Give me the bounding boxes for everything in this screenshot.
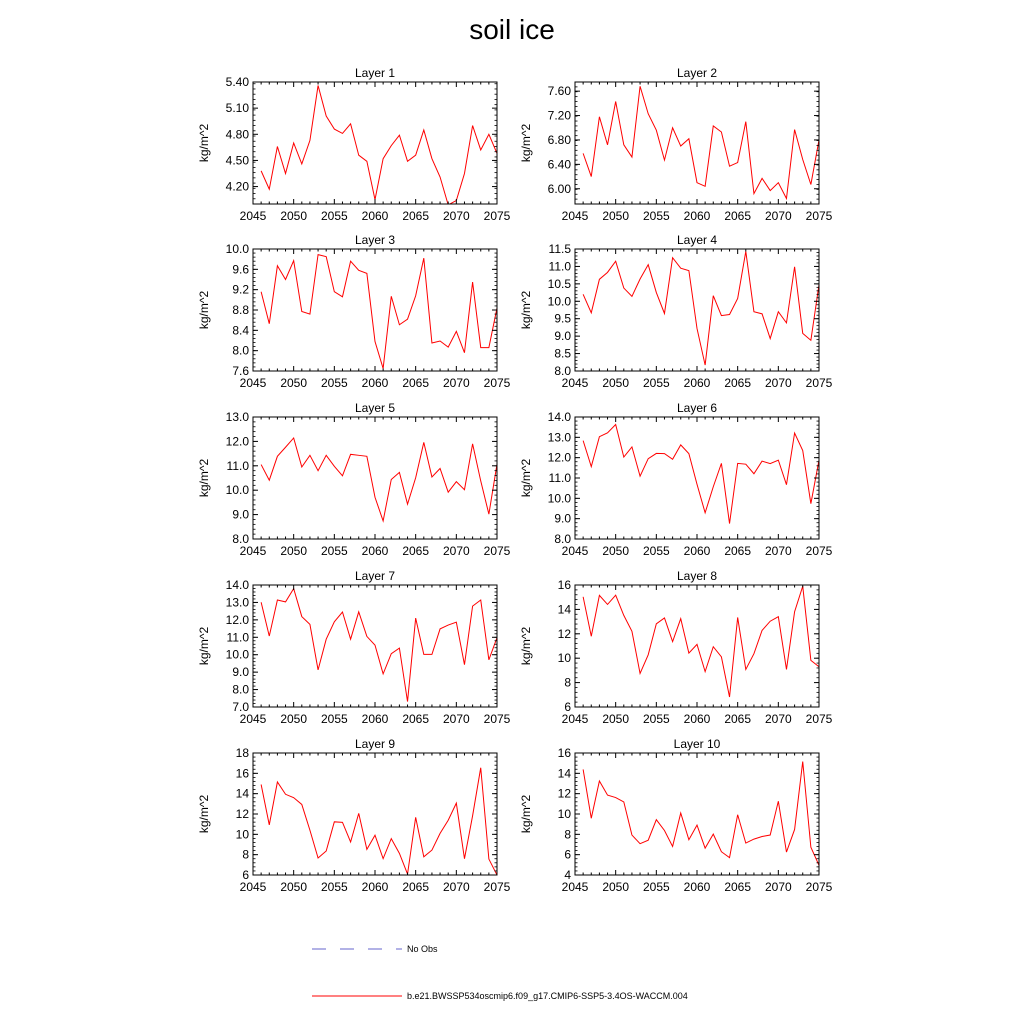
y-tick-label: 14 [557,766,571,781]
y-tick-label: 10.0 [547,294,571,309]
panel-layer-4 [519,233,833,390]
x-tick-label: 2075 [483,880,511,894]
y-tick-label: 11.0 [226,458,249,473]
x-tick-label: 2055 [320,880,348,894]
panel-title: Layer 6 [676,401,718,415]
x-tick-label: 2070 [764,712,792,726]
y-tick-label: 9.0 [232,507,249,522]
panel-layer-6 [519,401,833,558]
x-tick-label: 2050 [280,712,308,726]
series-line [261,589,497,702]
series-line [583,251,819,365]
x-tick-label: 2065 [402,209,430,223]
panel-layer-9 [197,737,511,894]
y-tick-label: 6.80 [547,132,571,147]
y-tick-label: 11.5 [548,242,571,256]
x-tick-label: 2050 [280,544,308,558]
y-tick-label: 14 [557,602,571,617]
y-tick-label: 5.10 [225,101,249,116]
series-line [261,768,497,875]
y-tick-label: 12 [557,626,571,641]
y-tick-label: 16 [235,766,249,781]
x-tick-label: 2065 [724,209,752,223]
y-tick-label: 10 [557,651,571,666]
y-tick-label: 12.0 [225,434,249,449]
x-tick-label: 2060 [361,209,389,223]
y-axis-label: kg/m^2 [519,123,533,163]
plot-frame [575,417,819,539]
x-tick-label: 2075 [483,209,511,223]
x-tick-label: 2075 [805,880,833,894]
panel-layer-8 [519,569,833,726]
y-tick-label: 14 [235,786,249,801]
y-tick-label: 6.40 [547,157,571,172]
x-tick-label: 2070 [764,209,792,223]
x-tick-label: 2065 [402,880,430,894]
y-tick-label: 11.0 [548,259,571,274]
x-tick-label: 2045 [561,712,589,726]
x-tick-label: 2075 [805,209,833,223]
series-line [583,586,819,697]
y-tick-label: 10 [557,807,571,821]
x-tick-label: 2045 [239,544,267,558]
y-tick-label: 8 [242,847,249,862]
y-tick-label: 9.0 [554,329,571,344]
y-tick-label: 7.20 [547,108,571,123]
x-tick-label: 2060 [361,880,389,894]
x-tick-label: 2055 [642,209,670,223]
x-tick-label: 2075 [483,544,511,558]
y-axis-label: kg/m^2 [519,626,533,666]
y-tick-label: 9.5 [554,311,571,326]
plot-frame [253,753,497,875]
x-tick-label: 2045 [561,376,589,390]
y-tick-label: 4 [564,868,571,882]
y-tick-label: 13.0 [547,430,571,445]
x-tick-label: 2065 [402,376,430,390]
series-line [261,255,497,369]
y-tick-label: 8.0 [554,532,571,546]
x-tick-label: 2060 [361,544,389,558]
x-tick-label: 2065 [402,544,430,558]
y-tick-label: 8.0 [554,364,571,378]
y-axis-label: kg/m^2 [197,290,211,330]
x-tick-label: 2070 [764,544,792,558]
y-axis-label: kg/m^2 [197,626,211,666]
y-tick-label: 7.60 [547,84,571,99]
x-tick-label: 2055 [320,544,348,558]
x-tick-label: 2045 [561,880,589,894]
y-axis-label: kg/m^2 [197,458,211,498]
y-axis-label: kg/m^2 [197,123,211,163]
x-tick-label: 2065 [724,712,752,726]
y-tick-label: 8.0 [232,682,249,697]
legend-obs-label: No Obs [407,944,438,954]
x-tick-label: 2045 [239,209,267,223]
series-line [583,425,819,524]
x-tick-label: 2060 [361,712,389,726]
panel-layer-5 [197,401,511,558]
plot-frame [253,417,497,539]
y-tick-label: 12.0 [547,450,571,465]
y-tick-label: 5.40 [225,75,249,89]
y-tick-label: 6 [564,847,571,862]
y-tick-label: 12.0 [225,612,249,627]
x-tick-label: 2060 [683,376,711,390]
legend-model-label: b.e21.BWSSP534oscmip6.f09_g17.CMIP6-SSP5-3.4OS-WACCM.004 [407,991,688,1001]
x-tick-label: 2070 [442,712,470,726]
y-tick-label: 18 [235,746,249,760]
panel-title: Layer 2 [676,66,718,80]
panel-title: Layer 10 [673,737,721,751]
x-tick-label: 2065 [724,376,752,390]
x-tick-label: 2065 [724,544,752,558]
x-tick-label: 2065 [402,712,430,726]
y-tick-label: 9.0 [232,665,249,680]
y-tick-label: 8.4 [232,323,249,338]
y-axis-label: kg/m^2 [197,794,211,834]
y-axis-label: kg/m^2 [519,458,533,498]
x-tick-label: 2045 [239,376,267,390]
x-tick-label: 2070 [442,376,470,390]
y-tick-label: 10 [235,827,249,842]
panel-title: Layer 3 [354,233,396,247]
x-tick-label: 2050 [280,880,308,894]
x-tick-label: 2050 [602,880,630,894]
y-axis-label: kg/m^2 [519,290,533,330]
y-tick-label: 8.0 [232,532,249,546]
x-tick-label: 2055 [320,209,348,223]
y-tick-label: 6 [242,868,249,882]
chart-panels [197,66,833,894]
y-tick-label: 9.6 [232,262,249,277]
y-tick-label: 8 [564,675,571,690]
legend [312,944,688,1001]
y-tick-label: 10.0 [547,491,571,506]
y-tick-label: 10.5 [547,276,571,291]
y-tick-label: 11.0 [226,630,249,645]
x-tick-label: 2060 [683,880,711,894]
y-tick-label: 12 [557,786,571,801]
y-tick-label: 13.0 [225,410,249,424]
panel-title: Layer 4 [676,233,718,247]
y-tick-label: 10.0 [225,483,249,498]
x-tick-label: 2050 [602,544,630,558]
x-tick-label: 2070 [442,544,470,558]
panel-title: Layer 1 [354,66,396,80]
y-tick-label: 14.0 [225,578,249,592]
x-tick-label: 2060 [683,712,711,726]
panel-layer-1 [197,66,511,223]
x-tick-label: 2055 [642,880,670,894]
y-tick-label: 7.6 [232,364,249,378]
x-tick-label: 2055 [642,376,670,390]
x-tick-label: 2065 [724,880,752,894]
x-tick-label: 2050 [280,209,308,223]
x-tick-label: 2045 [239,880,267,894]
y-tick-label: 8.0 [232,343,249,358]
x-tick-label: 2070 [442,209,470,223]
x-tick-label: 2075 [805,376,833,390]
y-tick-label: 12 [235,807,249,821]
x-tick-label: 2050 [602,376,630,390]
y-tick-label: 16 [557,746,571,760]
x-tick-label: 2070 [764,376,792,390]
x-tick-label: 2075 [483,712,511,726]
x-tick-label: 2060 [683,209,711,223]
panel-layer-10 [519,737,833,894]
y-tick-label: 6 [564,700,571,714]
panel-title: Layer 9 [354,737,396,751]
plot-frame [575,753,819,875]
x-tick-label: 2045 [561,544,589,558]
y-tick-label: 9.0 [554,511,571,526]
panel-layer-7 [197,569,511,726]
x-tick-label: 2075 [805,712,833,726]
x-tick-label: 2055 [320,712,348,726]
y-tick-label: 11.0 [548,471,571,485]
x-tick-label: 2070 [764,880,792,894]
x-tick-label: 2045 [561,209,589,223]
y-tick-label: 10.0 [225,242,249,256]
plot-frame [575,82,819,204]
y-tick-label: 14.0 [547,410,571,424]
panel-layer-2 [519,66,833,223]
y-axis-label: kg/m^2 [519,794,533,834]
series-line [261,438,497,521]
x-tick-label: 2055 [642,712,670,726]
panel-layer-3 [197,233,511,390]
y-tick-label: 13.0 [225,595,249,610]
x-tick-label: 2075 [483,376,511,390]
panel-title: Layer 5 [354,401,396,415]
x-tick-label: 2055 [320,376,348,390]
panel-title: Layer 7 [354,569,396,583]
series-line [583,762,819,866]
x-tick-label: 2045 [239,712,267,726]
y-tick-label: 16 [557,578,571,592]
series-line [583,86,819,198]
plot-frame [253,249,497,371]
x-tick-label: 2070 [442,880,470,894]
y-tick-label: 6.00 [547,181,571,196]
x-tick-label: 2060 [361,376,389,390]
figure-title: soil ice [469,14,555,45]
y-tick-label: 8.8 [232,303,249,317]
y-tick-label: 10.0 [225,647,249,662]
y-tick-label: 4.80 [225,127,249,142]
y-tick-label: 4.50 [225,153,249,168]
y-tick-label: 9.2 [232,282,249,297]
series-line [261,85,497,204]
x-tick-label: 2050 [602,712,630,726]
y-tick-label: 8 [564,827,571,842]
y-tick-label: 7.0 [232,700,249,714]
x-tick-label: 2075 [805,544,833,558]
x-tick-label: 2060 [683,544,711,558]
x-tick-label: 2050 [602,209,630,223]
panel-title: Layer 8 [676,569,718,583]
y-tick-label: 8.5 [554,346,571,361]
x-tick-label: 2050 [280,376,308,390]
y-tick-label: 4.20 [225,179,249,194]
x-tick-label: 2055 [642,544,670,558]
